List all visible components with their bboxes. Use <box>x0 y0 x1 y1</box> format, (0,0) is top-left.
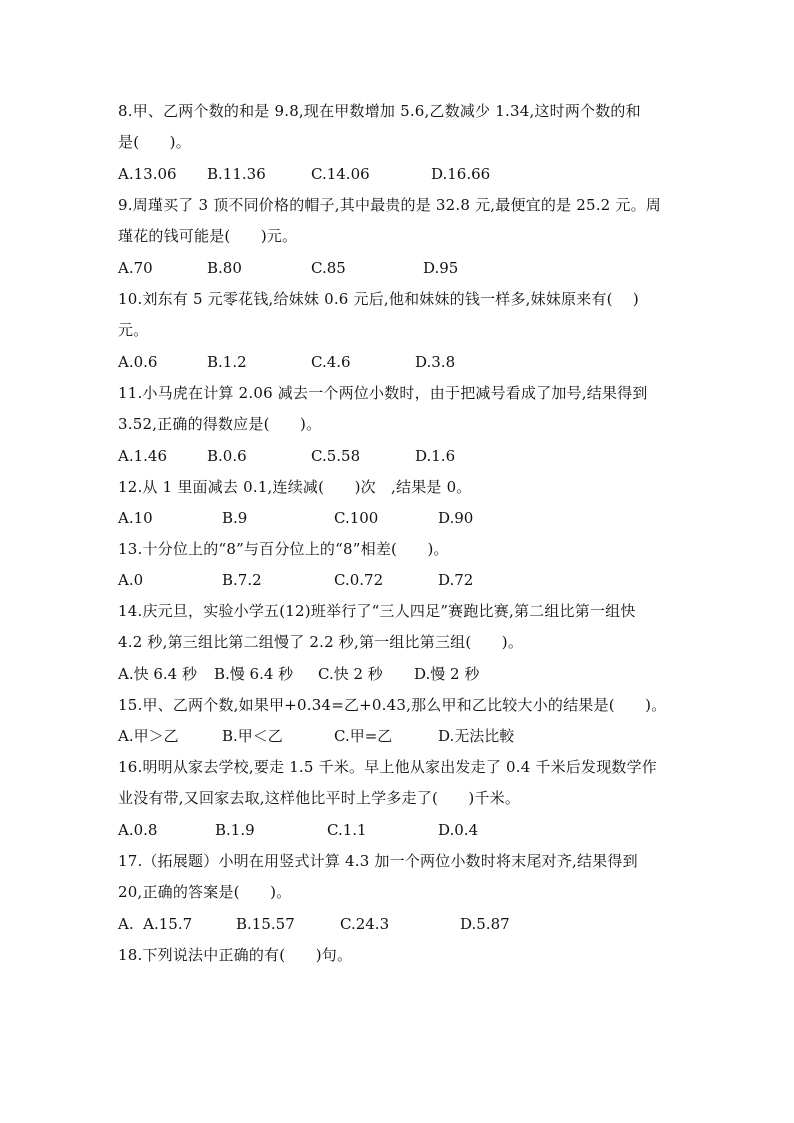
option-d: D.慢 2 秒 <box>414 665 480 683</box>
question-9-line-1: 9.周瑾买了 3 顶不同价格的帽子,其中最贵的是 32.8 元,最便宜的是 25.2 元。周 <box>118 196 661 214</box>
option-b: B.7.2 <box>222 571 262 589</box>
question-12-line-1: 12.从 1 里面减去 0.1,连续减( )次 ,结果是 0。 <box>118 478 472 496</box>
question-14-line-2: 4.2 秒,第三组比第二组慢了 2.2 秒,第一组比第三组( )。 <box>118 633 524 651</box>
option-b: B.80 <box>207 259 242 277</box>
question-11-line-1: 11.小马虎在计算 2.06 减去一个两位小数时，由于把减号看成了加号,结果得到 <box>118 384 648 402</box>
option-d: D.3.8 <box>415 353 456 371</box>
option-c: C.4.6 <box>311 353 351 371</box>
option-b: B.甲＜乙 <box>222 727 283 745</box>
option-b: B.1.9 <box>215 821 255 839</box>
question-15-line-1: 15.甲、乙两个数,如果甲+0.34=乙+0.43,那么甲和乙比较大小的结果是( )。 <box>118 696 667 714</box>
option-c: C.5.58 <box>311 447 361 465</box>
option-d: D.5.87 <box>460 915 510 933</box>
question-16-line-1: 16.明明从家去学校,要走 1.5 千米。早上他从家出发走了 0.4 千米后发现数学作 <box>118 758 658 776</box>
question-11-line-2: 3.52,正确的得数应是( )。 <box>118 415 322 433</box>
option-a: A.1.46 <box>118 447 167 465</box>
option-a: A.快 6.4 秒 <box>118 665 197 683</box>
question-17-line-1: 17.（拓展题）小明在用竖式计算 4.3 加一个两位小数时将末尾对齐,结果得到 <box>118 852 638 870</box>
option-b: B.9 <box>222 509 248 527</box>
option-a: A.0.8 <box>118 821 158 839</box>
question-16-line-2: 业没有带,又回家去取,这样他比平时上学多走了( )千米。 <box>118 789 521 807</box>
option-a: A.0 <box>118 571 144 589</box>
option-a: A.13.06 <box>118 165 177 183</box>
question-18-line-1: 18.下列说法中正确的有( )句。 <box>118 946 353 964</box>
question-8-line-2: 是( )。 <box>118 133 191 151</box>
question-13-line-1: 13.十分位上的“8”与百分位上的“8”相差( )。 <box>118 540 449 558</box>
question-17-line-2: 20,正确的答案是( )。 <box>118 883 292 901</box>
option-d: D.72 <box>438 571 474 589</box>
option-b: B.15.57 <box>236 915 295 933</box>
option-d: D.0.4 <box>438 821 479 839</box>
option-a: A. A.15.7 <box>118 915 193 933</box>
option-a: A.10 <box>118 509 153 527</box>
question-10-line-2: 元。 <box>118 321 149 339</box>
question-10-line-1: 10.刘东有 5 元零花钱,给妹妹 0.6 元后,他和妹妹的钱一样多,妹妹原来有( ) <box>118 290 639 308</box>
option-d: D.1.6 <box>415 447 456 465</box>
option-a: A.0.6 <box>118 353 158 371</box>
option-a: A.甲＞乙 <box>118 727 179 745</box>
option-b: B.1.2 <box>207 353 247 371</box>
option-b: B.11.36 <box>207 165 266 183</box>
option-d: D.90 <box>438 509 474 527</box>
question-14-line-1: 14.庆元旦，实验小学五(12)班举行了“三人四足”赛跑比赛,第二组比第一组快 <box>118 602 636 620</box>
option-c: C.14.06 <box>311 165 370 183</box>
option-a: A.70 <box>118 259 153 277</box>
option-d: D.16.66 <box>431 165 491 183</box>
option-c: C.24.3 <box>340 915 390 933</box>
option-b: B.慢 6.4 秒 <box>214 665 294 683</box>
option-d: D.95 <box>423 259 459 277</box>
option-b: B.0.6 <box>207 447 247 465</box>
option-c: C.85 <box>311 259 346 277</box>
option-c: C.100 <box>334 509 379 527</box>
option-c: C.0.72 <box>334 571 384 589</box>
question-9-line-2: 瑾花的钱可能是( )元。 <box>118 227 298 245</box>
option-c: C.1.1 <box>327 821 367 839</box>
question-8-line-1: 8.甲、乙两个数的和是 9.8,现在甲数增加 5.6,乙数减少 1.34,这时两个数的和 <box>118 102 641 120</box>
option-c: C.甲=乙 <box>334 727 393 745</box>
option-c: C.快 2 秒 <box>318 665 383 683</box>
option-d: D.无法比較 <box>438 727 515 745</box>
